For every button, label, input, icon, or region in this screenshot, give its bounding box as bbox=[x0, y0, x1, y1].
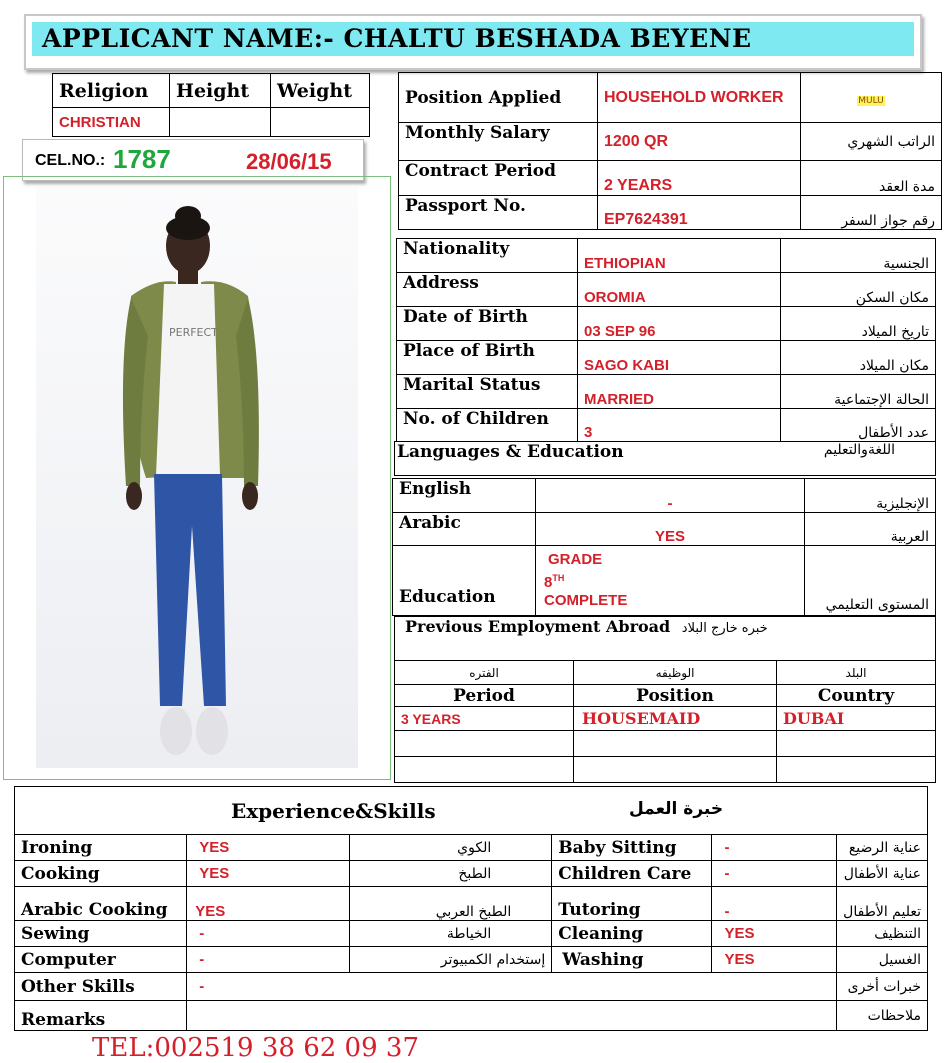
pob-ar: مكان الميلاد bbox=[781, 341, 936, 375]
skill-cooking-label: Cooking bbox=[15, 861, 187, 887]
skill-babysitting-ar: عناية الرضيع bbox=[837, 835, 928, 861]
religion-header: Religion bbox=[53, 74, 170, 108]
remarks-label: Remarks bbox=[15, 1001, 187, 1031]
skill-cleaning-label: Cleaning bbox=[552, 921, 712, 947]
dob-value: 03 SEP 96 bbox=[578, 307, 781, 341]
employment-table bbox=[394, 616, 936, 783]
education-line-1: GRADE bbox=[548, 551, 603, 568]
skills-title: Experience&Skills bbox=[231, 799, 436, 823]
nationality-label: Nationality bbox=[397, 239, 578, 273]
marital-label: Marital Status bbox=[397, 375, 578, 409]
marital-ar: الحالة الإجتماعية bbox=[781, 375, 936, 409]
contract-period-ar: مدة العقد bbox=[801, 161, 942, 196]
period-col: Period bbox=[395, 685, 574, 707]
skill-arabic-cooking-value: YES bbox=[187, 887, 350, 921]
skill-ironing-value: YES bbox=[187, 835, 350, 861]
pob-value: SAGO KABI bbox=[578, 341, 781, 375]
contract-period-value: 2 YEARS bbox=[598, 161, 801, 196]
height-header: Height bbox=[170, 74, 271, 108]
weight-value bbox=[271, 108, 370, 137]
skills-table bbox=[14, 786, 928, 1031]
marital-value: MARRIED bbox=[578, 375, 781, 409]
address-value: OROMIA bbox=[578, 273, 781, 307]
cel-date: 28/06/15 bbox=[246, 149, 332, 174]
address-label: Address bbox=[397, 273, 578, 307]
contract-period-label: Contract Period bbox=[399, 161, 598, 196]
arabic-ar: العربية bbox=[805, 513, 936, 546]
address-ar: مكان السكن bbox=[781, 273, 936, 307]
skill-arabic-cooking-ar: الطبخ العربي bbox=[349, 887, 551, 921]
applicant-banner bbox=[24, 14, 922, 70]
other-skills-value: - bbox=[187, 973, 837, 1001]
employment-period: 3 YEARS bbox=[395, 707, 574, 731]
period-col-ar: الفتره bbox=[395, 661, 574, 685]
skill-babysitting-value: - bbox=[712, 835, 837, 861]
skill-sewing-value: - bbox=[187, 921, 350, 947]
shirt-print: PERFECT bbox=[169, 326, 218, 339]
remarks-value bbox=[187, 1001, 837, 1031]
employment-title-ar: خبره خارج البلاد bbox=[681, 621, 768, 636]
position-col-ar: الوظيفه bbox=[574, 661, 777, 685]
country-col: Country bbox=[777, 685, 936, 707]
skill-washing-value: YES bbox=[712, 947, 837, 973]
skill-tutoring-ar: تعليم الأطفال bbox=[837, 887, 928, 921]
position-applied-value: HOUSEHOLD WORKER bbox=[598, 73, 801, 123]
english-label: English bbox=[393, 479, 536, 513]
education-label: Education bbox=[393, 546, 536, 616]
banner-highlight bbox=[32, 22, 914, 56]
dob-ar: تاريخ الميلاد bbox=[781, 307, 936, 341]
skill-ironing-ar: الكوي bbox=[349, 835, 551, 861]
pob-label: Place of Birth bbox=[397, 341, 578, 375]
cel-number: 1787 bbox=[113, 144, 171, 174]
arabic-label: Arabic bbox=[393, 513, 536, 546]
children-ar: عدد الأطفال bbox=[781, 409, 936, 442]
skill-tutoring-value: - bbox=[712, 887, 837, 921]
children-value: 3 bbox=[578, 409, 781, 442]
nationality-value: ETHIOPIAN bbox=[578, 239, 781, 273]
english-value: - bbox=[536, 479, 805, 513]
applicant-figure bbox=[36, 186, 358, 768]
education-superscript: TH bbox=[552, 573, 565, 583]
english-ar: الإنجليزية bbox=[805, 479, 936, 513]
telephone: TEL:002519 38 62 09 37 bbox=[92, 1033, 419, 1063]
skill-washing-label: Washing bbox=[552, 947, 712, 973]
position-applied-label: Position Applied bbox=[399, 73, 598, 123]
monthly-salary-ar: الراتب الشهري bbox=[801, 123, 942, 161]
employment-header bbox=[395, 617, 936, 661]
skill-childcare-label: Children Care bbox=[552, 861, 712, 887]
personal-info-table bbox=[396, 238, 936, 442]
languages-header bbox=[394, 441, 936, 476]
employment-title: Previous Employment Abroad bbox=[405, 617, 671, 636]
languages-table bbox=[392, 478, 936, 616]
skill-cooking-value: YES bbox=[187, 861, 350, 887]
mulu-stamp: MULU bbox=[858, 96, 884, 106]
nationality-ar: الجنسية bbox=[781, 239, 936, 273]
passport-label: Passport No. bbox=[399, 196, 598, 230]
position-col: Position bbox=[574, 685, 777, 707]
skill-computer-value: - bbox=[187, 947, 350, 973]
arabic-value: YES bbox=[536, 513, 805, 546]
monthly-salary-value: 1200 QR bbox=[598, 123, 801, 161]
skill-computer-ar: إستخدام الكمبيوتر bbox=[349, 947, 551, 973]
country-col-ar: البلد bbox=[777, 661, 936, 685]
children-label: No. of Children bbox=[397, 409, 578, 442]
languages-title: Languages & Education bbox=[395, 442, 756, 476]
applicant-photo bbox=[36, 186, 358, 768]
employment-position: HOUSEMAID bbox=[574, 707, 777, 731]
languages-title-ar: اللغةوالتعليم bbox=[755, 442, 935, 476]
skill-tutoring-label: Tutoring bbox=[552, 887, 712, 921]
skill-sewing-label: Sewing bbox=[15, 921, 187, 947]
other-skills-label: Other Skills bbox=[15, 973, 187, 1001]
skill-ironing-label: Ironing bbox=[15, 835, 187, 861]
weight-header: Weight bbox=[271, 74, 370, 108]
employment-country: DUBAI bbox=[777, 707, 936, 731]
skills-header bbox=[15, 787, 928, 835]
education-line-3: COMPLETE bbox=[544, 592, 628, 609]
religion-value: CHRISTIAN bbox=[53, 108, 170, 137]
religion-height-weight-table bbox=[52, 73, 370, 137]
position-table bbox=[398, 72, 942, 230]
passport-value: EP7624391 bbox=[598, 196, 801, 230]
other-skills-ar: خبرات أخرى bbox=[837, 973, 928, 1001]
skill-sewing-ar: الخياطة bbox=[349, 921, 551, 947]
height-value bbox=[170, 108, 271, 137]
skill-computer-label: Computer bbox=[15, 947, 187, 973]
monthly-salary-label: Monthly Salary bbox=[399, 123, 598, 161]
skills-title-ar: خبرة العمل bbox=[629, 799, 724, 819]
cel-number-box bbox=[22, 139, 364, 181]
skill-cleaning-ar: التنظيف bbox=[837, 921, 928, 947]
skill-washing-ar: الغسيل bbox=[837, 947, 928, 973]
passport-ar: رقم جواز السفر bbox=[801, 196, 942, 230]
skill-babysitting-label: Baby Sitting bbox=[552, 835, 712, 861]
applicant-name: APPLICANT NAME:- CHALTU BESHADA BEYENE bbox=[42, 24, 752, 53]
skill-arabic-cooking-label: Arabic Cooking bbox=[15, 887, 187, 921]
cel-label: CEL.NO.: bbox=[35, 152, 106, 169]
dob-label: Date of Birth bbox=[397, 307, 578, 341]
skill-childcare-ar: عناية الأطفال bbox=[837, 861, 928, 887]
education-line-2: 8 bbox=[544, 574, 553, 591]
education-value bbox=[536, 546, 805, 616]
skill-childcare-value: - bbox=[712, 861, 837, 887]
remarks-ar: ملاحظات bbox=[837, 1001, 928, 1031]
skill-cleaning-value: YES bbox=[712, 921, 837, 947]
skill-cooking-ar: الطبخ bbox=[349, 861, 551, 887]
education-ar: المستوى التعليمي bbox=[805, 546, 936, 616]
